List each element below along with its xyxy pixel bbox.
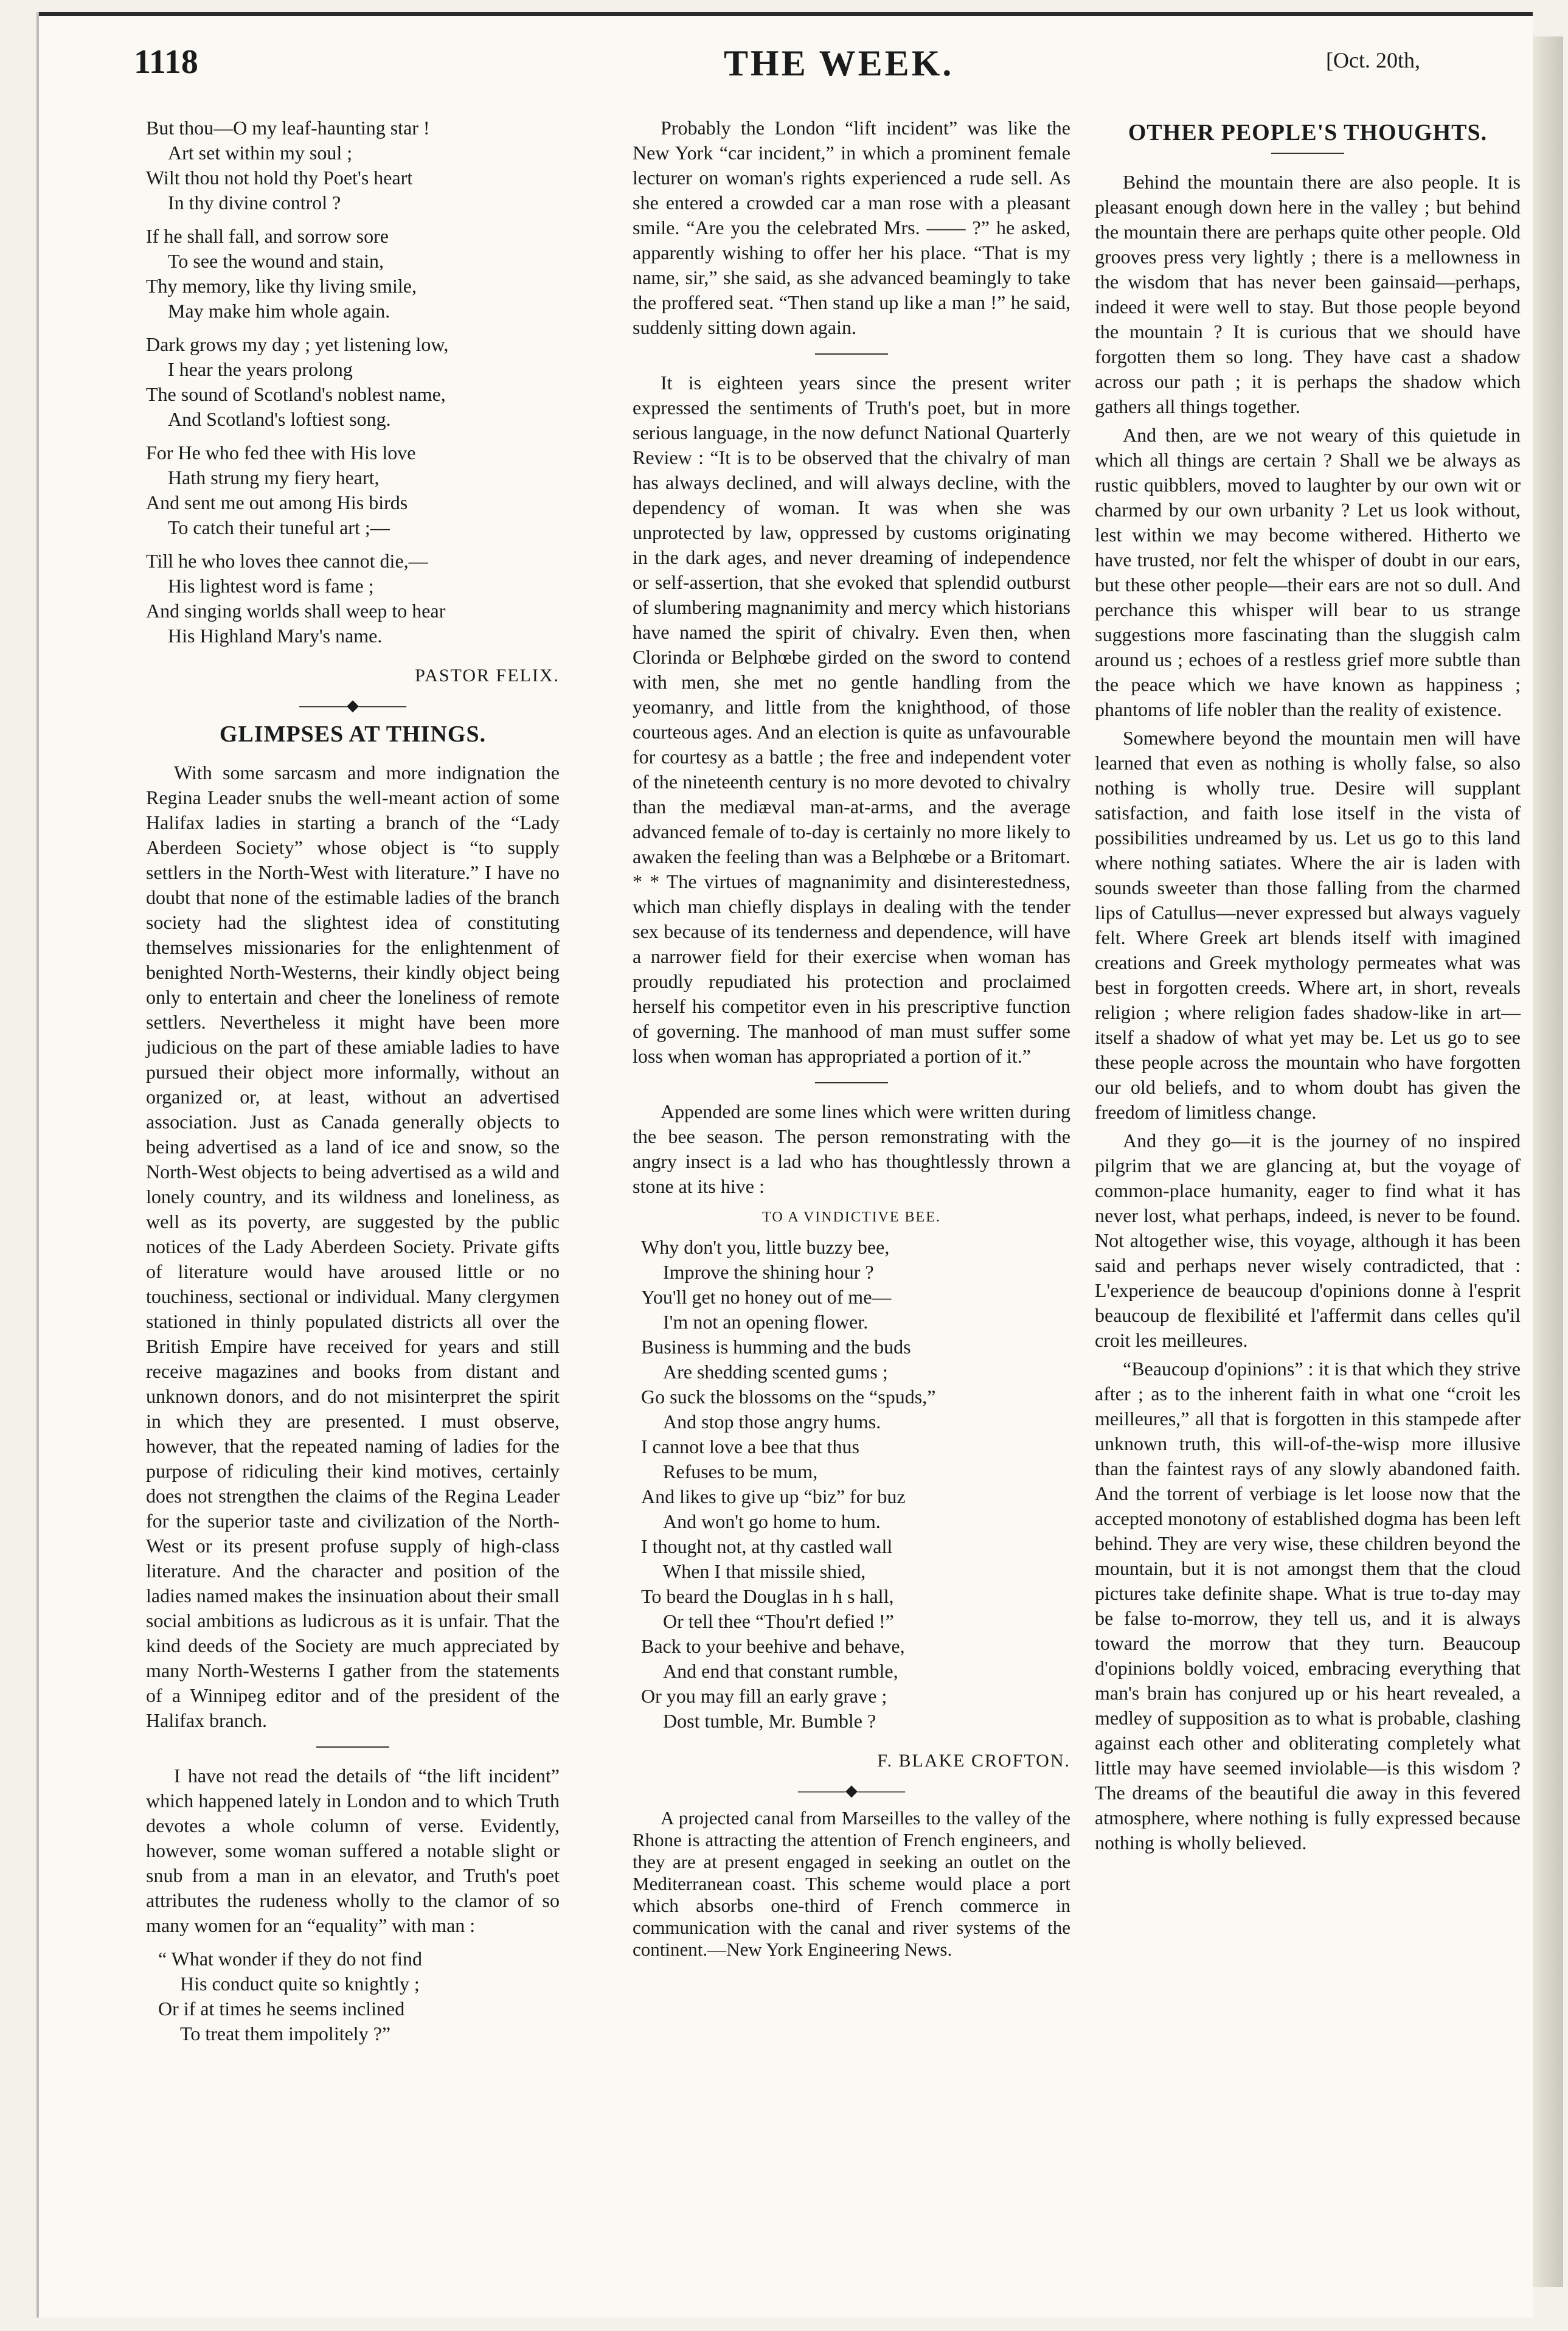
- poem-line: But thou—O my leaf-haunting star !: [146, 117, 430, 139]
- poem-line: Or tell thee “Thou'rt defied !”: [663, 1610, 894, 1632]
- poem-line: Are shedding scented gums ;: [663, 1361, 888, 1383]
- divider-rule: [1271, 153, 1344, 154]
- poem-line: “ What wonder if they do not find: [158, 1948, 422, 1970]
- column-2: [633, 116, 1070, 1964]
- paragraph-weary-quietude: And then, are we not weary of this quietude in which all things are certain ? Shall we be always as rustic quibblers, moved to laughter by our own wit or charmed by our own urbanity ? Let us look without, lest within we may become withered. Hitherto we have trusted, nor felt the whisper of doubt in our ears, but these other people—their ears are not so dull. And perchance this whisper will bear to us strange suggestions more fascinating than the sluggish calm around us ; echoes of a restless grief more subtle than the peace which we have known as happiness ; phantoms of life nobler than the reality of existence.: [1095, 424, 1521, 720]
- poem-line: [146, 215, 560, 224]
- poem-line: Dark grows my day ; yet listening low,: [146, 333, 449, 355]
- paragraph-behind-mountain: Behind the mountain there are also people. It is pleasant enough down here in the valley ; but behind the mountain there are perhaps quite other people. Old grooves press very lightly ; there is a mellowness in the wisdom that has never been gainsaid—perhaps, indeed it were well to stay. But those people beyond the mountain ? It is curious that we should have forgotten them so long. They have cast a shadow across our path ; it is perhaps the shadow which gathers all things together.: [1095, 171, 1521, 417]
- poem-line: His lightest word is fame ;: [168, 575, 374, 597]
- poem-line: To catch their tuneful art ;—: [168, 516, 390, 538]
- poem-line: And likes to give up “biz” for buz: [641, 1485, 906, 1507]
- poem-line: The sound of Scotland's noblest name,: [146, 383, 446, 405]
- poem-line: To see the wound and stain,: [168, 250, 384, 272]
- poem-line: Thy memory, like thy living smile,: [146, 275, 417, 297]
- poem-line: To treat them impolitely ?”: [180, 2023, 391, 2044]
- poem-line: I thought not, at thy castled wall: [641, 1535, 893, 1557]
- paragraph-canal: A projected canal from Marseilles to the valley of the Rhone is attracting the attention of French engineers, and they are at present engaged in seeking an outlet on the Mediterranean coast. This scheme would place a port which absorbs one-third of French commerce in communication with the canal and river systems of the continent.—New York Engineering News.: [633, 1807, 1070, 1960]
- paragraph-they-go: And they go—it is the journey of no inspired pilgrim that we are glancing at, but the voyage of common-place humanity, eager to find what it has never lost, what perhaps, indeed, is never to be found. Not altogether wise, this voyage, although it has been said and perhaps never wisely contradicted, that : L'experience de beaucoup d'opinions donne à l'esprit beaucoup de flexibilité et l'affermit dans celles qu'il croit les meilleures.: [1095, 1130, 1521, 1351]
- page-curl-edge: [1533, 36, 1563, 2287]
- ornament-divider: ———◆———: [798, 1782, 905, 1799]
- divider-rule: [316, 1746, 389, 1748]
- poem-line: You'll get no honey out of me—: [641, 1286, 892, 1308]
- poem-line: Why don't you, little buzzy bee,: [641, 1236, 890, 1258]
- poem-line: May make him whole again.: [168, 300, 390, 322]
- poem-line: To beard the Douglas in h s hall,: [641, 1585, 894, 1607]
- section-title-glimpses: GLIMPSES AT THINGS.: [219, 721, 487, 747]
- poem-line: Hath strung my fiery heart,: [168, 467, 380, 488]
- poem-signature: PASTOR FELIX.: [415, 665, 560, 686]
- divider-rule: [815, 1082, 888, 1083]
- poem-line: And stop those angry hums.: [663, 1411, 881, 1433]
- poem-line: And Scotland's loftiest song.: [168, 408, 391, 430]
- paragraph-beaucoup-opinions: “Beaucoup d'opinions” : it is that which they strive after ; as to the inherent faith in what one “croit les meilleures,” all that is forgotten in this stampede after unknown truth, this will-of-the-wisp more illusive than the faintest rays of any slowly abandoned faith. And the torrent of verbiage is let loose now that the accepted monotony of established dogma has been left behind. They are very wise, these children beyond the mountain, but it is not amongst them that the cloud pictures take definite shape. What is true to-day may be false to-morrow, they tell us, and it is always toward the morrow that they turn. Beaucoup d'opinions boldly voiced, embracing everything that man's brain has conjured up or his heart revealed, a medley of supposition as to what is probable, clashing against each other and obliterating completely what little may have seemed inviolable—is this wisdom ? The dreams of the beautiful die away in this fevered atmosphere, where nothing is fully expressed because nothing is wholly believed.: [1095, 1358, 1521, 1853]
- left-gutter: [36, 12, 39, 2318]
- poem-line: And sent me out among His birds: [146, 492, 408, 513]
- page-number: 1118: [134, 43, 198, 81]
- poem-line: His conduct quite so knightly ;: [180, 1973, 420, 1995]
- poem-line: Go suck the blossoms on the “spuds,”: [641, 1386, 936, 1408]
- poem-line: Wilt thou not hold thy Poet's heart: [146, 167, 413, 189]
- poem-line: Dost tumble, Mr. Bumble ?: [663, 1710, 876, 1732]
- poem-line: Back to your beehive and behave,: [641, 1635, 905, 1657]
- poem-line: In thy divine control ?: [168, 192, 341, 214]
- poem-line: [146, 324, 560, 332]
- poem-line: Or if at times he seems inclined: [158, 1998, 405, 2020]
- poem-line: Art set within my soul ;: [168, 142, 353, 164]
- top-border-rule: [36, 12, 1533, 16]
- section-title-other-peoples-thoughts: OTHER PEOPLE'S THOUGHTS.: [1128, 120, 1488, 145]
- truth-poet-quote: [146, 1947, 560, 2046]
- bee-poem-signature: F. BLAKE CROFTON.: [877, 1751, 1070, 1771]
- bee-poem: [633, 1235, 1070, 1734]
- divider-rule: [815, 353, 888, 355]
- poem-line: If he shall fall, and sorrow sore: [146, 225, 389, 247]
- paragraph-chivalry: It is eighteen years since the present writer expressed the sentiments of Truth's poet, but in more serious language, in the now defunct National Quarterly Review : “It is to be observed that the chivalry of man has always declined, and will always decline, with the dependency of woman. It was when she was unprotected by law, oppressed by customs originating in the dark ages, and never dreaming of independence or self-assertion, that she evoked that splendid outburst of slumbering magnanimity and mercy which historians have named the spirit of chivalry. Even then, when Clorinda or Belphœbe girded on the sword to contend with men, she met no gentle handling from the yeomanry, and little from the knighthood, of those courteous ages. And an election is quite as unfavourable for courtesy as a battle ; the free and independent voter of the nineteenth century is no more devoted to chivalry than the mediæval man-at-arms, and the average advanced female of to-day is certainly no more likely to awaken the feeling than was a Belphœbe or a Britomart. * * The virtues of magnanimity and disinterestedness, which man chiefly displays in dealing with the tender sex because of its tenderness and dependence, will have a narrower field for their exercise when woman has proudly repudiated his protection and proclaimed herself his competitor even in his prescriptive function of governing. The manhood of man must suffer some loss when woman has appropriated a portion of it.”: [633, 372, 1070, 1067]
- publication-title: THE WEEK.: [724, 43, 954, 83]
- poem-line: [146, 432, 560, 440]
- poem-line: [146, 540, 560, 549]
- poem-line: And won't go home to hum.: [663, 1510, 881, 1532]
- poem-line: Or you may fill an early grave ;: [641, 1685, 887, 1707]
- paragraph-bee-intro: Appended are some lines which were written during the bee season. The person remonstrating with the angry insect is a lad who has thoughtlessly thrown a stone at its hive :: [633, 1100, 1070, 1197]
- poem-line: I cannot love a bee that thus: [641, 1436, 859, 1457]
- poem-line: When I that missile shied,: [663, 1560, 866, 1582]
- poem-line: His Highland Mary's name.: [168, 625, 383, 647]
- paragraph-lift-incident: I have not read the details of “the lift incident” which happened lately in London and to which Truth devotes a whole column of verse. Evidently, however, some woman suffered a notable slight or snub from a man in an elevator, and Truth's poet attributes the rudeness wholly to the clamor of so many women for an “equality” with man :: [146, 1765, 560, 1936]
- column-1: [146, 116, 560, 2061]
- poem-line: Refuses to be mum,: [663, 1461, 818, 1482]
- poem-line: Till he who loves thee cannot die,—: [146, 550, 428, 572]
- bee-poem-title: TO A VINDICTIVE BEE.: [762, 1209, 941, 1225]
- paragraph-regina-leader: With some sarcasm and more indignation the Regina Leader snubs the well-meant action of some Halifax ladies in starting a branch of the “Lady Aberdeen Society” whose object is “to supply settlers in the North-West with literature.” I have no doubt that none of the estimable ladies of the branch society had the slightest idea of constituting themselves missionaries for the enlightenment of benighted North-Westerns, their kindly object being only to entertain and cheer the loneliness of remote settlers. Nevertheless it might have been more judicious on the part of these amiable ladies to have pursued their object more informally, without an organized or, at least, without an advertised association. Just as Canada generally objects to being advertised as a land of ice and snow, so the North-West objects to being advertised as a wild and lonely country, and its wildness and loneliness, as well as its poverty, are suggested by the public notices of the Lady Aberdeen Society. Private gifts of literature would have aroused little or no touchiness, sectional or individual. Many clergymen stationed in thinly populated districts all over the British Empire have received for years and still receive magazines and books from distant and unknown donors, and do not misinterpret the spirit in which they are presented. I must observe, however, that the repeated naming of ladies for the purpose of ridiculing their kind motives, certainly does not strengthen the claims of the Regina Leader for the superior taste and civilization of the North-West or its present profuse supply of high-class literature. And the character and position of the ladies named makes the insinuation about their small social ambitions as ludicrous as it is unfair. That the kind deeds of the Society are much appreciated by many North-Westerns I gather from the statements of a Winnipeg editor and of the president of the Halifax branch.: [146, 762, 560, 1731]
- paragraph-car-incident: Probably the London “lift incident” was like the New York “car incident,” in which a prominent female lecturer on woman's rights experienced a rude sell. As she entered a crowded car a man rose with a pleasant smile. “Are you the celebrated Mrs. —— ?” he asked, apparently wishing to offer her his place. “That is my name, sir,” she said, as she advanced beamingly to take the proffered seat. “Then stand up like a man !” he said, suddenly sitting down again.: [633, 117, 1070, 338]
- page-header: [134, 36, 1533, 91]
- ornament-divider: ———◆———: [299, 697, 406, 714]
- column-3: [1095, 116, 1521, 1859]
- poem-line: And singing worlds shall weep to hear: [146, 600, 446, 622]
- poem-line: I hear the years prolong: [168, 358, 353, 380]
- poem-line: I'm not an opening flower.: [663, 1311, 869, 1333]
- paragraph-beyond-mountain: Somewhere beyond the mountain men will have learned that even as nothing is wholly false, so also nothing is wholly true. Desire will supplant satisfaction, and faith lose itself in the vista of possibilities undreamed by us. Let us go to this land where nothing satiates. Where the air is laden with sounds sweeter than those falling from the charmed lips of Catullus—never expressed but always vaguely felt. Where Greek art blends itself with imagined creations and Greek mythology permeates what was best in forgotten creeds. Where art, in short, reveals religion ; where religion fades shadow-like in art—itself a shadow of what yet may be. Let us go to see these people across the mountain who have forgotten our old beliefs, and to whom doubt has given the freedom of limitless change.: [1095, 727, 1521, 1123]
- poem-line: And end that constant rumble,: [663, 1660, 898, 1682]
- poem-line: For He who fed thee with His love: [146, 442, 416, 464]
- issue-date: [Oct. 20th,: [1326, 48, 1420, 72]
- pastor-felix-poem: [146, 116, 560, 648]
- poem-line: Improve the shining hour ?: [663, 1261, 874, 1283]
- poem-line: Business is humming and the buds: [641, 1336, 911, 1358]
